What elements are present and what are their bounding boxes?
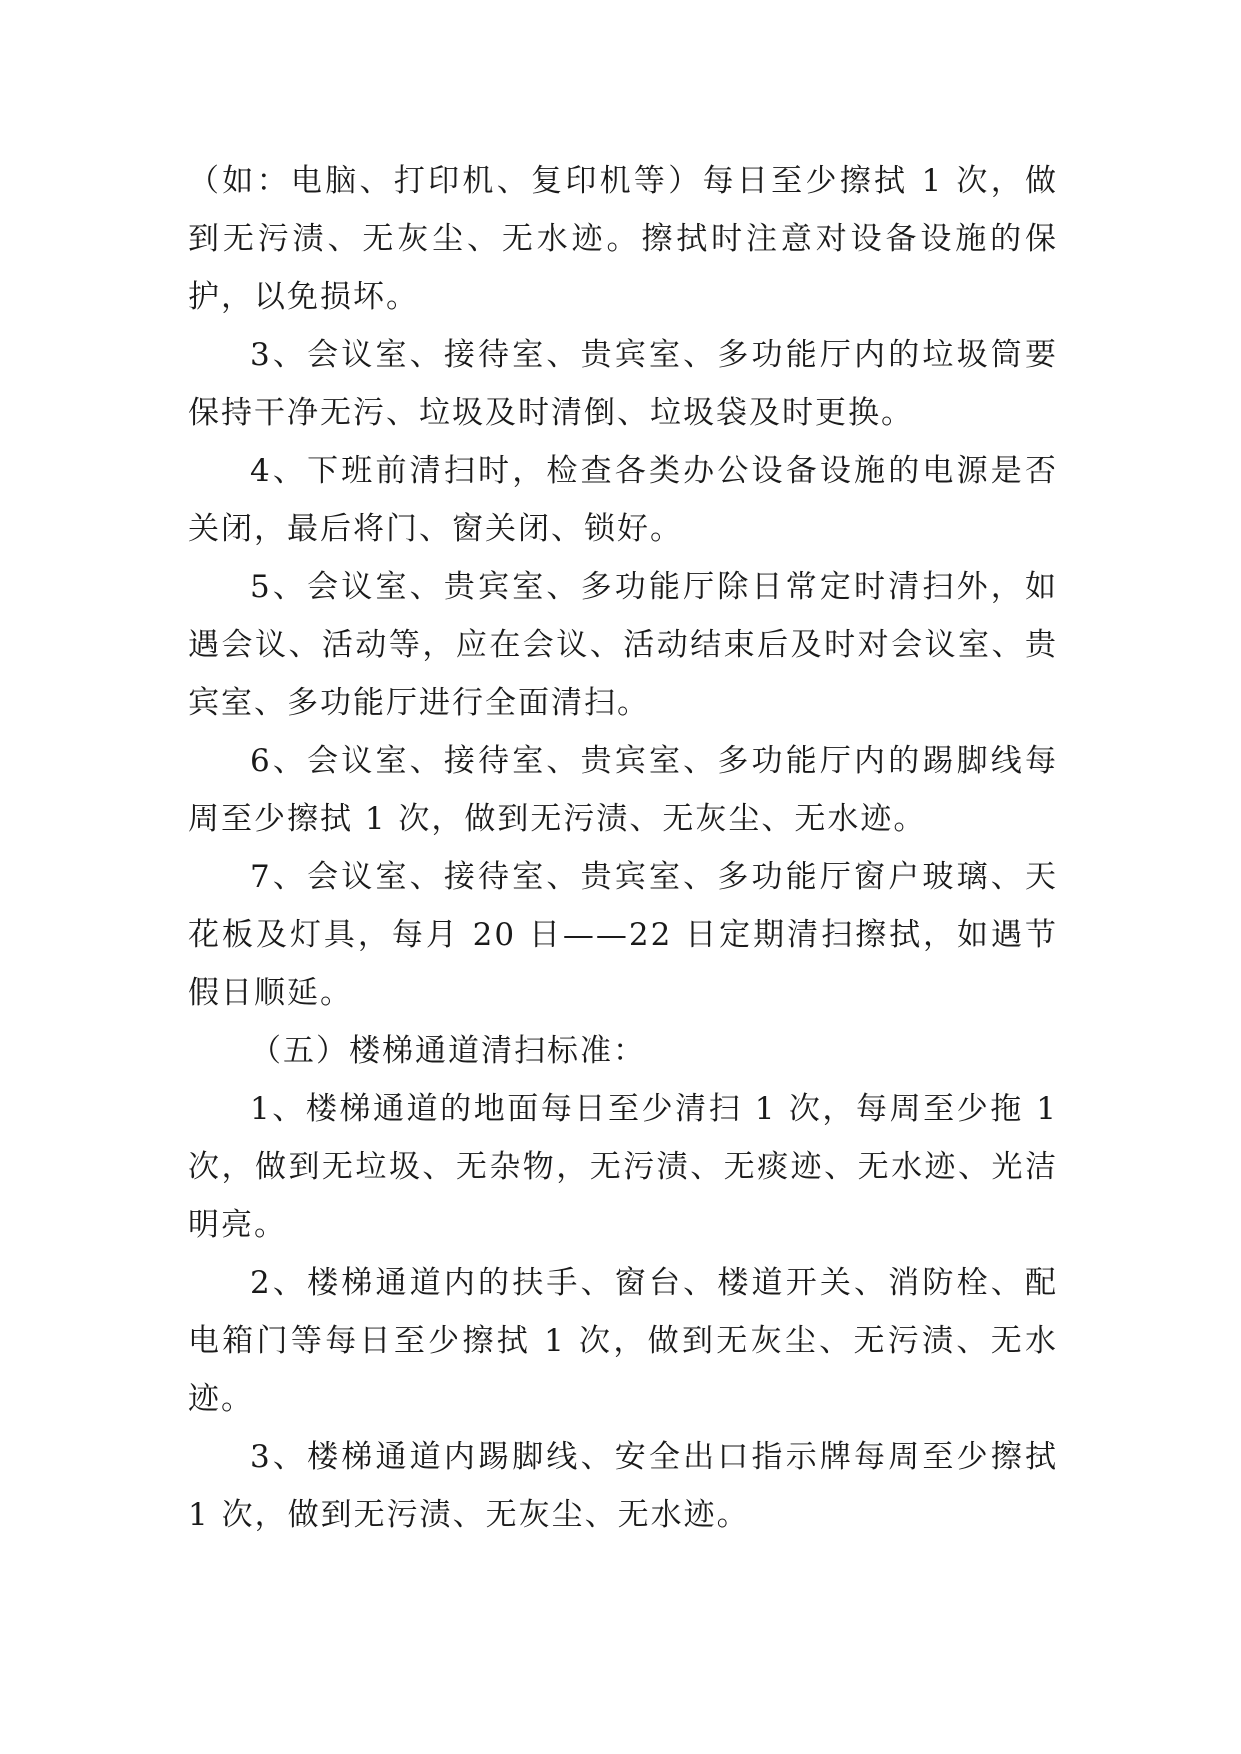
paragraph-item-7-windows-lamps: 7、会议室、接待室、贵宾室、多功能厅窗户玻璃、天花板及灯具，每月 20 日——22 日定期清扫擦拭，如遇节假日顺延。 bbox=[188, 859, 1058, 1011]
paragraph-item-5-meeting-cleaning: 5、会议室、贵宾室、多功能厅除日常定时清扫外，如遇会议、活动等，应在会议、活动结束后及时对会议室、贵宾室、多功能厅进行全面清扫。 bbox=[188, 569, 1058, 721]
section-heading-stairway: （五）楼梯通道清扫标准： bbox=[250, 1033, 646, 1069]
paragraph-continuation: （如：电脑、打印机、复印机等）每日至少擦拭 1 次，做到无污渍、无灰尘、无水迹。擦拭时注意对设备设施的保护，以免损坏。 bbox=[188, 163, 1058, 315]
paragraph-item-4-power-check: 4、下班前清扫时，检查各类办公设备设施的电源是否关闭，最后将门、窗关闭、锁好。 bbox=[188, 453, 1058, 547]
document-body bbox=[188, 152, 1058, 1544]
paragraph-item-3-trash-bins: 3、会议室、接待室、贵宾室、多功能厅内的垃圾筒要保持干净无污、垃圾及时清倒、垃圾袋及时更换。 bbox=[188, 337, 1058, 431]
paragraph-stair-item-1-floor: 1、楼梯通道的地面每日至少清扫 1 次，每周至少拖 1 次，做到无垃圾、无杂物，无污渍、无痰迹、无水迹、光洁明亮。 bbox=[188, 1091, 1058, 1243]
paragraph-item-6-baseboards: 6、会议室、接待室、贵宾室、多功能厅内的踢脚线每周至少擦拭 1 次，做到无污渍、无灰尘、无水迹。 bbox=[188, 743, 1058, 837]
paragraph-stair-item-3-signs: 3、楼梯通道内踢脚线、安全出口指示牌每周至少擦拭 1 次，做到无污渍、无灰尘、无水迹。 bbox=[188, 1439, 1058, 1533]
paragraph-stair-item-2-fixtures: 2、楼梯通道内的扶手、窗台、楼道开关、消防栓、配电箱门等每日至少擦拭 1 次，做到无灰尘、无污渍、无水迹。 bbox=[188, 1265, 1058, 1417]
